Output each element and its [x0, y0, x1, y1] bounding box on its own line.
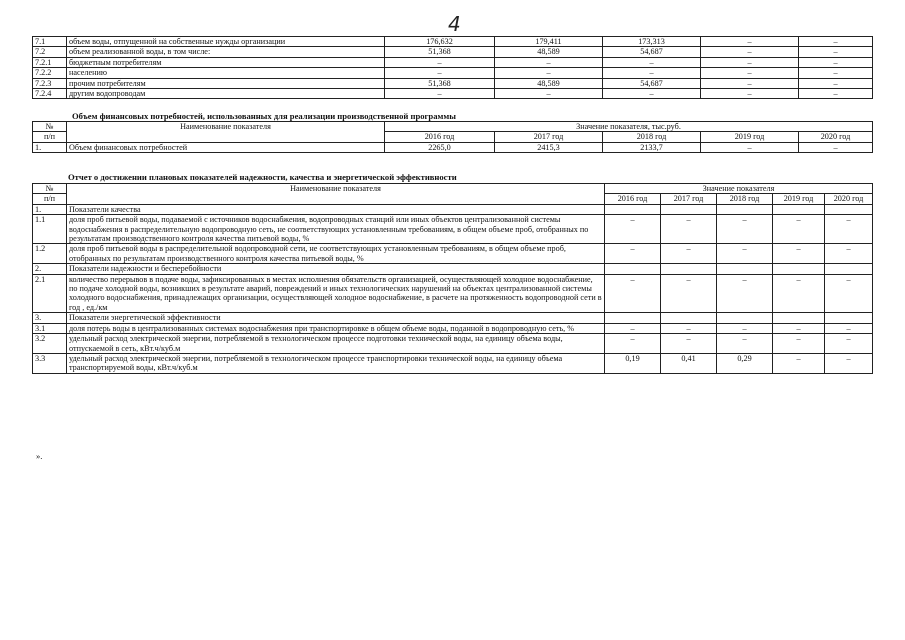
- row-value: –: [773, 274, 825, 313]
- row-value: –: [799, 37, 873, 47]
- row-value: –: [825, 323, 873, 333]
- row-value: –: [603, 57, 701, 67]
- row-value: 0,19: [605, 353, 661, 373]
- row-name: доля потерь воды в централизованных системах водоснабжения при транспортировке в общем объеме воды, поданной в водопроводную сеть, %: [67, 323, 605, 333]
- row-value: –: [773, 323, 825, 333]
- table-row: [33, 78, 873, 88]
- row-name: прочим потребителям: [67, 78, 385, 88]
- header-num-2: п/п: [33, 132, 67, 142]
- header-value: Значение показателя, тыс.руб.: [385, 122, 873, 132]
- financial-needs-title: Объем финансовых потребностей, использованных для реализации производственной программы: [72, 111, 456, 121]
- row-value: –: [701, 47, 799, 57]
- year-header: 2019 год: [773, 194, 825, 204]
- section-row: [33, 264, 873, 274]
- empty-cell: [825, 264, 873, 274]
- row-name: другим водопроводам: [67, 89, 385, 99]
- row-value: –: [799, 89, 873, 99]
- row-value: –: [661, 334, 717, 354]
- row-value: –: [661, 274, 717, 313]
- year-header: 2018 год: [717, 194, 773, 204]
- empty-cell: [717, 204, 773, 214]
- empty-cell: [605, 313, 661, 323]
- row-num: 7.1: [33, 37, 67, 47]
- row-value: –: [385, 68, 495, 78]
- table-row: [33, 68, 873, 78]
- table-row: [33, 215, 873, 244]
- row-name: количество перерывов в подаче воды, зафиксированных в местах исполнения обязательств организацией, осуществляющей холодное водоснабжение, по подаче холодной воды, возникших в результате аварий, повреждений и иных технологических нарушений на объектах централизованной системы холодного водоснабжения, принадлежащих организации, осуществляющей холодное водоснабжение, в расчете на протяженность водопроводной сети в год , ед./км: [67, 274, 605, 313]
- year-header: 2020 год: [799, 132, 873, 142]
- row-value: –: [799, 78, 873, 88]
- row-num: 1.1: [33, 215, 67, 244]
- row-value: 2415,3: [495, 142, 603, 152]
- section-row: [33, 204, 873, 214]
- row-value: 48,589: [495, 78, 603, 88]
- row-value: –: [603, 68, 701, 78]
- row-value: –: [717, 323, 773, 333]
- header-num: №: [33, 122, 67, 132]
- row-value: –: [799, 47, 873, 57]
- header-num-2: п/п: [33, 194, 67, 204]
- row-value: –: [603, 89, 701, 99]
- row-value: –: [717, 334, 773, 354]
- row-value: –: [773, 215, 825, 244]
- row-num: 1.2: [33, 244, 67, 264]
- row-value: –: [825, 215, 873, 244]
- row-value: –: [825, 334, 873, 354]
- footer-mark: ».: [36, 451, 43, 461]
- row-name: населению: [67, 68, 385, 78]
- row-value: –: [773, 244, 825, 264]
- table-row: [33, 142, 873, 152]
- row-value: –: [495, 68, 603, 78]
- empty-cell: [661, 264, 717, 274]
- row-value: 48,589: [495, 47, 603, 57]
- row-value: 2133,7: [603, 142, 701, 152]
- row-value: –: [661, 215, 717, 244]
- row-num: 3.1: [33, 323, 67, 333]
- year-header: 2017 год: [495, 132, 603, 142]
- row-value: –: [701, 57, 799, 67]
- row-value: –: [385, 57, 495, 67]
- row-name: бюджетным потребителям: [67, 57, 385, 67]
- row-value: –: [717, 215, 773, 244]
- row-value: 0,29: [717, 353, 773, 373]
- row-value: –: [799, 57, 873, 67]
- year-header: 2019 год: [701, 132, 799, 142]
- empty-cell: [661, 313, 717, 323]
- row-value: –: [701, 89, 799, 99]
- section-name: Показатели энергетической эффективности: [67, 313, 605, 323]
- header-name: Наименование показателя: [67, 122, 385, 143]
- empty-cell: [717, 313, 773, 323]
- row-value: 0,41: [661, 353, 717, 373]
- row-name: доля проб питьевой воды в распределительной водопроводной сети, не соответствующих установленным требованиям, в общем объеме проб, отобранных по результатам производственного контроля качества питьевой воды, %: [67, 244, 605, 264]
- year-header: 2017 год: [661, 194, 717, 204]
- row-value: –: [773, 334, 825, 354]
- empty-cell: [605, 264, 661, 274]
- row-value: –: [717, 244, 773, 264]
- year-header: 2016 год: [385, 132, 495, 142]
- table-row: [33, 323, 873, 333]
- empty-cell: [717, 264, 773, 274]
- row-value: –: [605, 334, 661, 354]
- row-num: 7.2: [33, 47, 67, 57]
- row-value: –: [799, 68, 873, 78]
- indicators-table: [32, 183, 873, 374]
- row-num: 7.2.2: [33, 68, 67, 78]
- row-value: –: [799, 142, 873, 152]
- empty-cell: [773, 264, 825, 274]
- row-value: 54,687: [603, 78, 701, 88]
- row-num: 7.2.1: [33, 57, 67, 67]
- row-name: удельный расход электрической энергии, потребляемой в технологическом процессе транспортировки технической воды, на единицу объема транспортируемой воды, кВт.ч/куб.м: [67, 353, 605, 373]
- row-value: 179,411: [495, 37, 603, 47]
- row-name: удельный расход электрической энергии, потребляемой в технологическом процессе подготовки технической воды, на единицу объема воды, отпускаемой в сеть, кВт.ч/куб.м: [67, 334, 605, 354]
- row-num: 2.1: [33, 274, 67, 313]
- year-header: 2020 год: [825, 194, 873, 204]
- row-value: –: [661, 244, 717, 264]
- page-number: 4: [448, 12, 461, 36]
- row-value: 2265,0: [385, 142, 495, 152]
- row-name: объем воды, отпущенной на собственные нужды организации: [67, 37, 385, 47]
- report-title: Отчет о достижении плановых показателей надежности, качества и энергетической эффективности: [68, 172, 457, 182]
- table-row: [33, 89, 873, 99]
- empty-cell: [825, 313, 873, 323]
- row-num: 3.2: [33, 334, 67, 354]
- table-row: [33, 47, 873, 57]
- header-name: Наименование показателя: [67, 184, 605, 205]
- empty-cell: [773, 204, 825, 214]
- row-value: –: [605, 215, 661, 244]
- row-value: 54,687: [603, 47, 701, 57]
- row-name: доля проб питьевой воды, подаваемой с источников водоснабжения, водопроводных станций или иных объектов централизованной системы водоснабжения в распределительную водопроводную сеть, не соответствующих установленным требованиям, в общем объеме проб, отобранных по результатам производственного контроля качества питьевой воды, %: [67, 215, 605, 244]
- year-header: 2016 год: [605, 194, 661, 204]
- table-row: [33, 334, 873, 354]
- row-value: –: [825, 353, 873, 373]
- row-value: 173,313: [603, 37, 701, 47]
- row-value: –: [773, 353, 825, 373]
- water-volume-table: [32, 36, 873, 99]
- table-row: [33, 244, 873, 264]
- row-num: 2.: [33, 264, 67, 274]
- row-value: –: [661, 323, 717, 333]
- row-name: объем реализованной воды, в том числе:: [67, 47, 385, 57]
- row-num: 7.2.4: [33, 89, 67, 99]
- section-name: Показатели качества: [67, 204, 605, 214]
- row-value: –: [495, 89, 603, 99]
- table-row: [33, 57, 873, 67]
- row-value: –: [495, 57, 603, 67]
- row-value: –: [605, 323, 661, 333]
- row-value: –: [605, 274, 661, 313]
- row-value: –: [717, 274, 773, 313]
- table-row: [33, 37, 873, 47]
- row-num: 7.2.3: [33, 78, 67, 88]
- header-value: Значение показателя: [605, 184, 873, 194]
- year-header: 2018 год: [603, 132, 701, 142]
- row-value: –: [825, 274, 873, 313]
- table-row: [33, 274, 873, 313]
- row-num: 3.3: [33, 353, 67, 373]
- row-value: –: [825, 244, 873, 264]
- empty-cell: [773, 313, 825, 323]
- row-value: 176,632: [385, 37, 495, 47]
- row-value: –: [701, 78, 799, 88]
- row-value: –: [701, 37, 799, 47]
- table-row: [33, 353, 873, 373]
- row-value: –: [701, 142, 799, 152]
- section-row: [33, 313, 873, 323]
- empty-cell: [661, 204, 717, 214]
- row-num: 3.: [33, 313, 67, 323]
- row-value: 51,368: [385, 78, 495, 88]
- row-value: –: [701, 68, 799, 78]
- empty-cell: [825, 204, 873, 214]
- section-name: Показатели надежности и бесперебойности: [67, 264, 605, 274]
- row-value: 51,368: [385, 47, 495, 57]
- financial-needs-table: [32, 121, 873, 153]
- row-value: –: [605, 244, 661, 264]
- empty-cell: [605, 204, 661, 214]
- row-value: –: [385, 89, 495, 99]
- row-num: 1.: [33, 142, 67, 152]
- header-num: №: [33, 184, 67, 194]
- row-name: Объем финансовых потребностей: [67, 142, 385, 152]
- row-num: 1.: [33, 204, 67, 214]
